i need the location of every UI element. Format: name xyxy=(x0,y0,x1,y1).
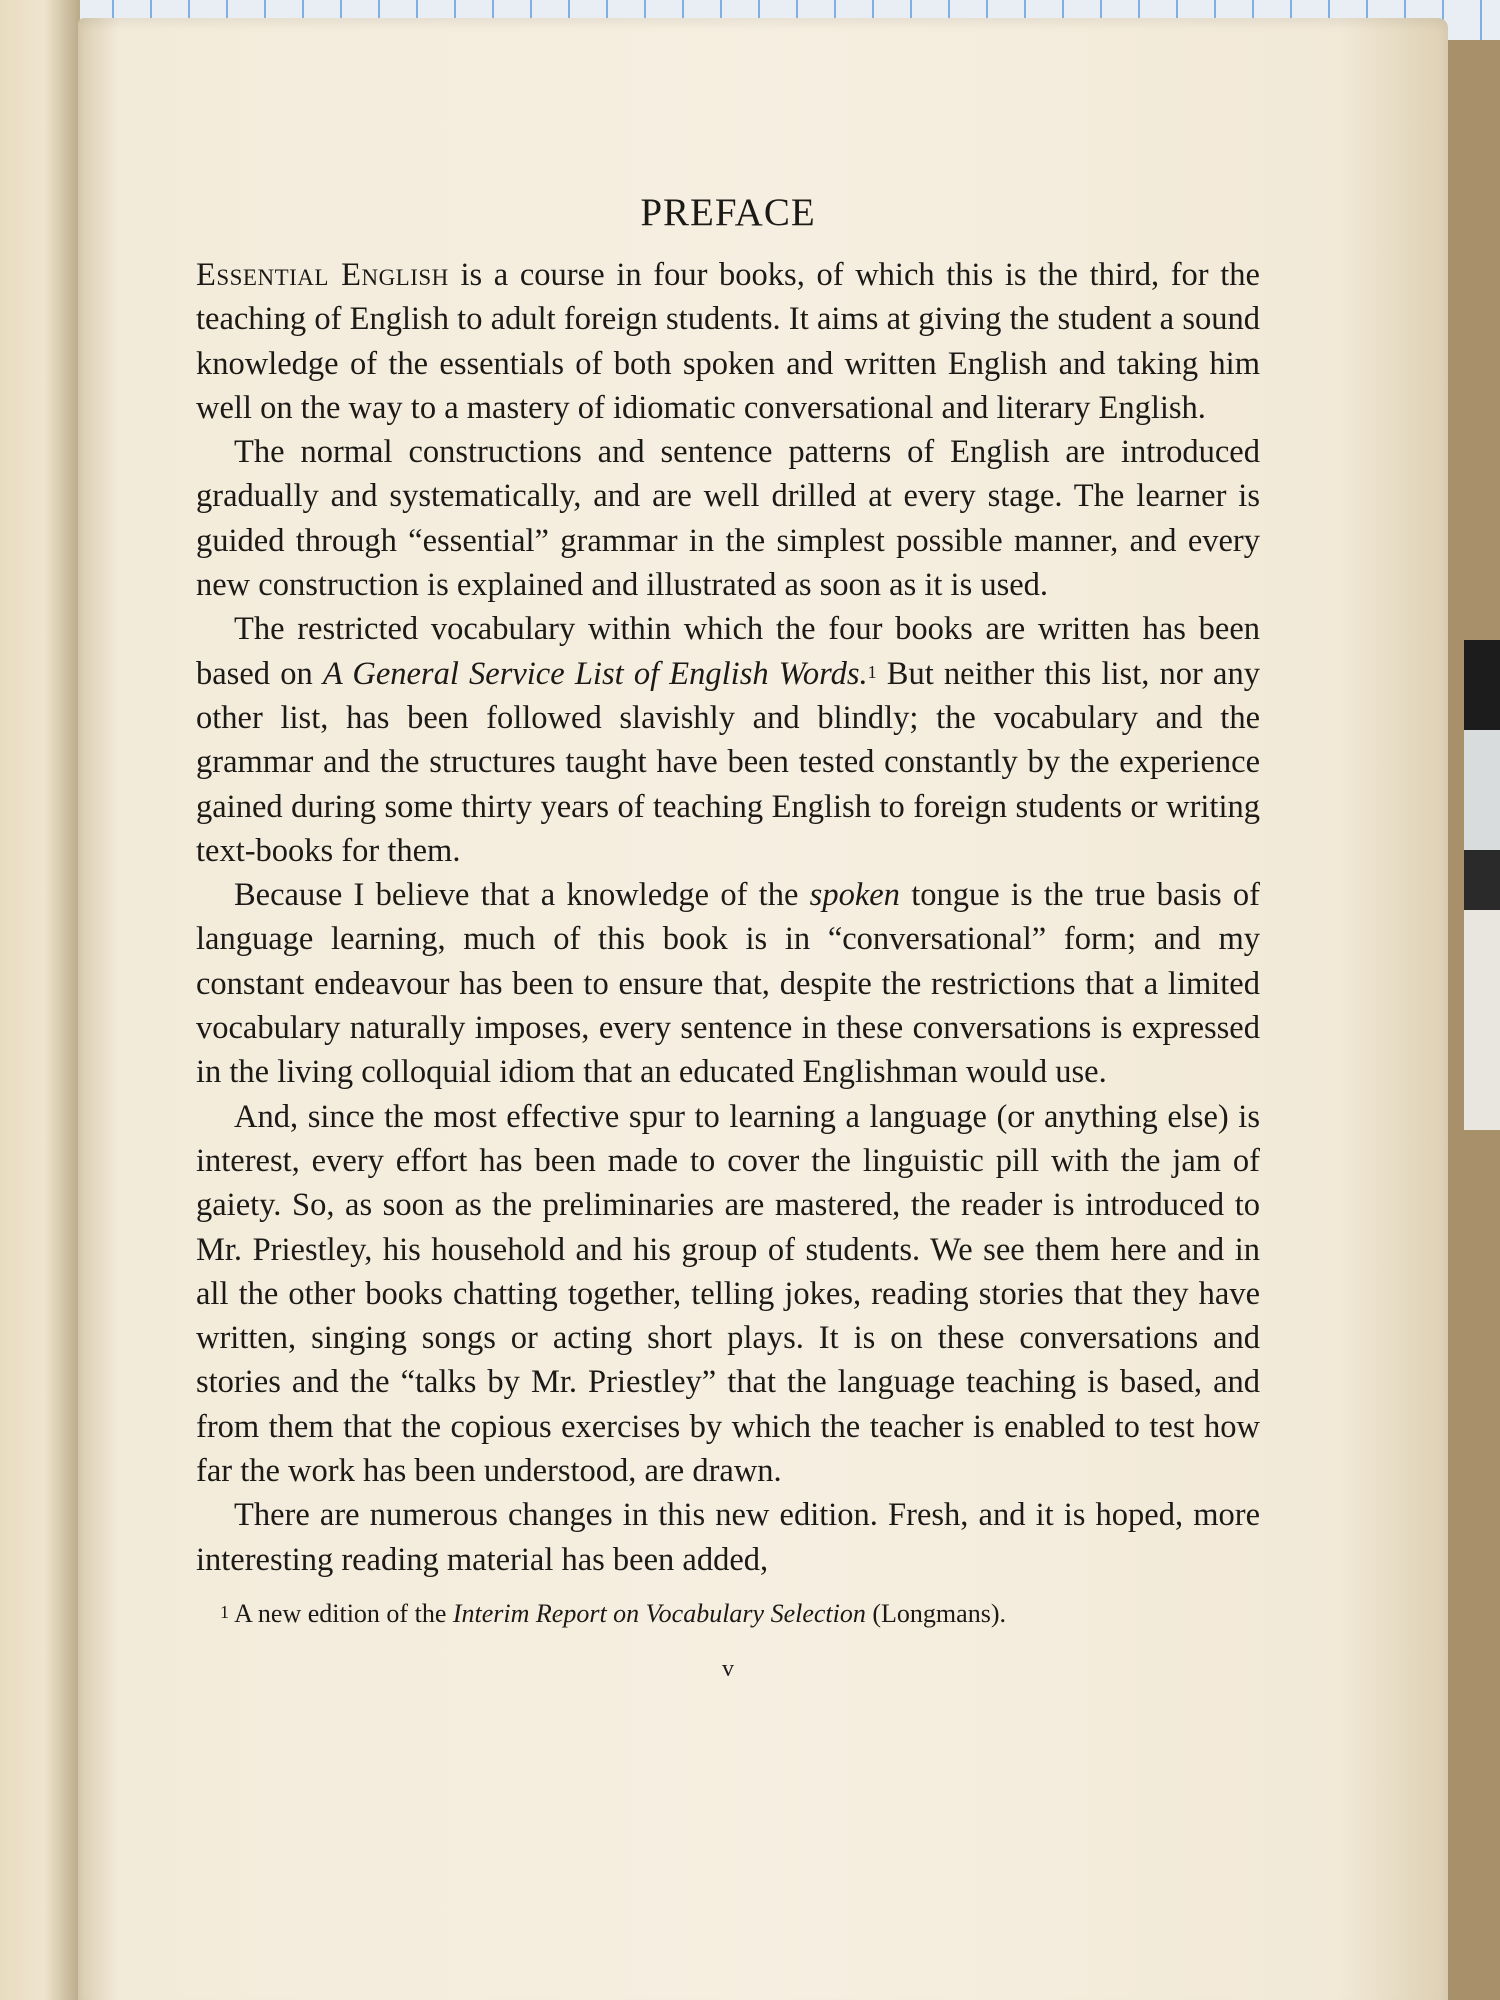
paragraph-3: The restricted vocabulary within which the four books are written has been based on A General Service List of English Words.$^1$ But neither this list, nor any other list, has been followed slavishly and blindly; the vocabulary and the grammar and the structures taught have been tested constantly by the experience gained during some thirty years of teaching English to foreign students or writing text-books for them. xyxy=(196,611,1260,869)
footnote-title: Interim Report on Vocabulary Selection xyxy=(452,1598,866,1628)
spine-stripe xyxy=(1464,910,1500,1130)
paragraph-5: And, since the most effective spur to learning a language (or anything else) is interest, every effort has been made to cover the linguistic pill with the jam of gaiety. So, as soon as the preliminaries are mastered, the reader is introduced to Mr. Priestley, his household and his group of students. We see them here and in all the other books chatting together, telling jokes, reading stories that they have written, singing songs or acting short plays. It is on these conversations and stories and the “talks by Mr. Priestley” that the language teaching is based, and from them that the copious exercises by which the teacher is enabled to test how far the work has been understood, are drawn. xyxy=(196,1098,1260,1490)
page-title: PREFACE xyxy=(640,191,816,234)
footnote-mark: 1 xyxy=(867,661,877,682)
paragraph-4: Because I believe that a knowledge of the spoken tongue is the true basis of language learning, much of this book is in “conversational” form; and my constant endeavour has been to ensure that, despite the restrictions that a limited vocabulary naturally imposes, every sentence in these conversations is expressed in the living colloquial idiom that an educated Englishman would use. xyxy=(196,877,1261,1091)
page-text xyxy=(196,180,1260,1683)
spine-stripe xyxy=(1464,730,1500,850)
referenced-work-title: A General Service List of English Words. xyxy=(322,655,868,692)
footnote-number: 1 xyxy=(220,1601,229,1622)
book-title-smallcaps: Essential English xyxy=(196,257,449,293)
paragraph-1: Essential English is a course in four books, of which this is the third, for the teaching of English to adult foreign students. It aims at giving the student a sound knowledge of the essentials of both spoken and written English and taking him well on the way to a mastery of idiomatic conversational and literary English. xyxy=(196,257,1260,426)
paragraph-2: The normal constructions and sentence patterns of English are introduced gradually and systematically, and are well drilled at every stage. The learner is guided through “essential” grammar in the simplest possible manner, and every new construction is explained and illustrated as soon as it is used. xyxy=(196,434,1260,604)
page-number: v xyxy=(722,1655,734,1682)
left-page-edge xyxy=(0,0,80,2000)
paragraph-6: There are numerous changes in this new edition. Fresh, and it is hoped, more interesting reading material has been added, xyxy=(196,1497,1260,1578)
emphasis-word: spoken xyxy=(809,877,900,914)
spine-stripe xyxy=(1464,640,1500,730)
footnote: $^1$ A new edition of the Interim Report on Vocabulary Selection (Longmans). xyxy=(220,1598,1006,1628)
spine-stripe xyxy=(1464,850,1500,910)
